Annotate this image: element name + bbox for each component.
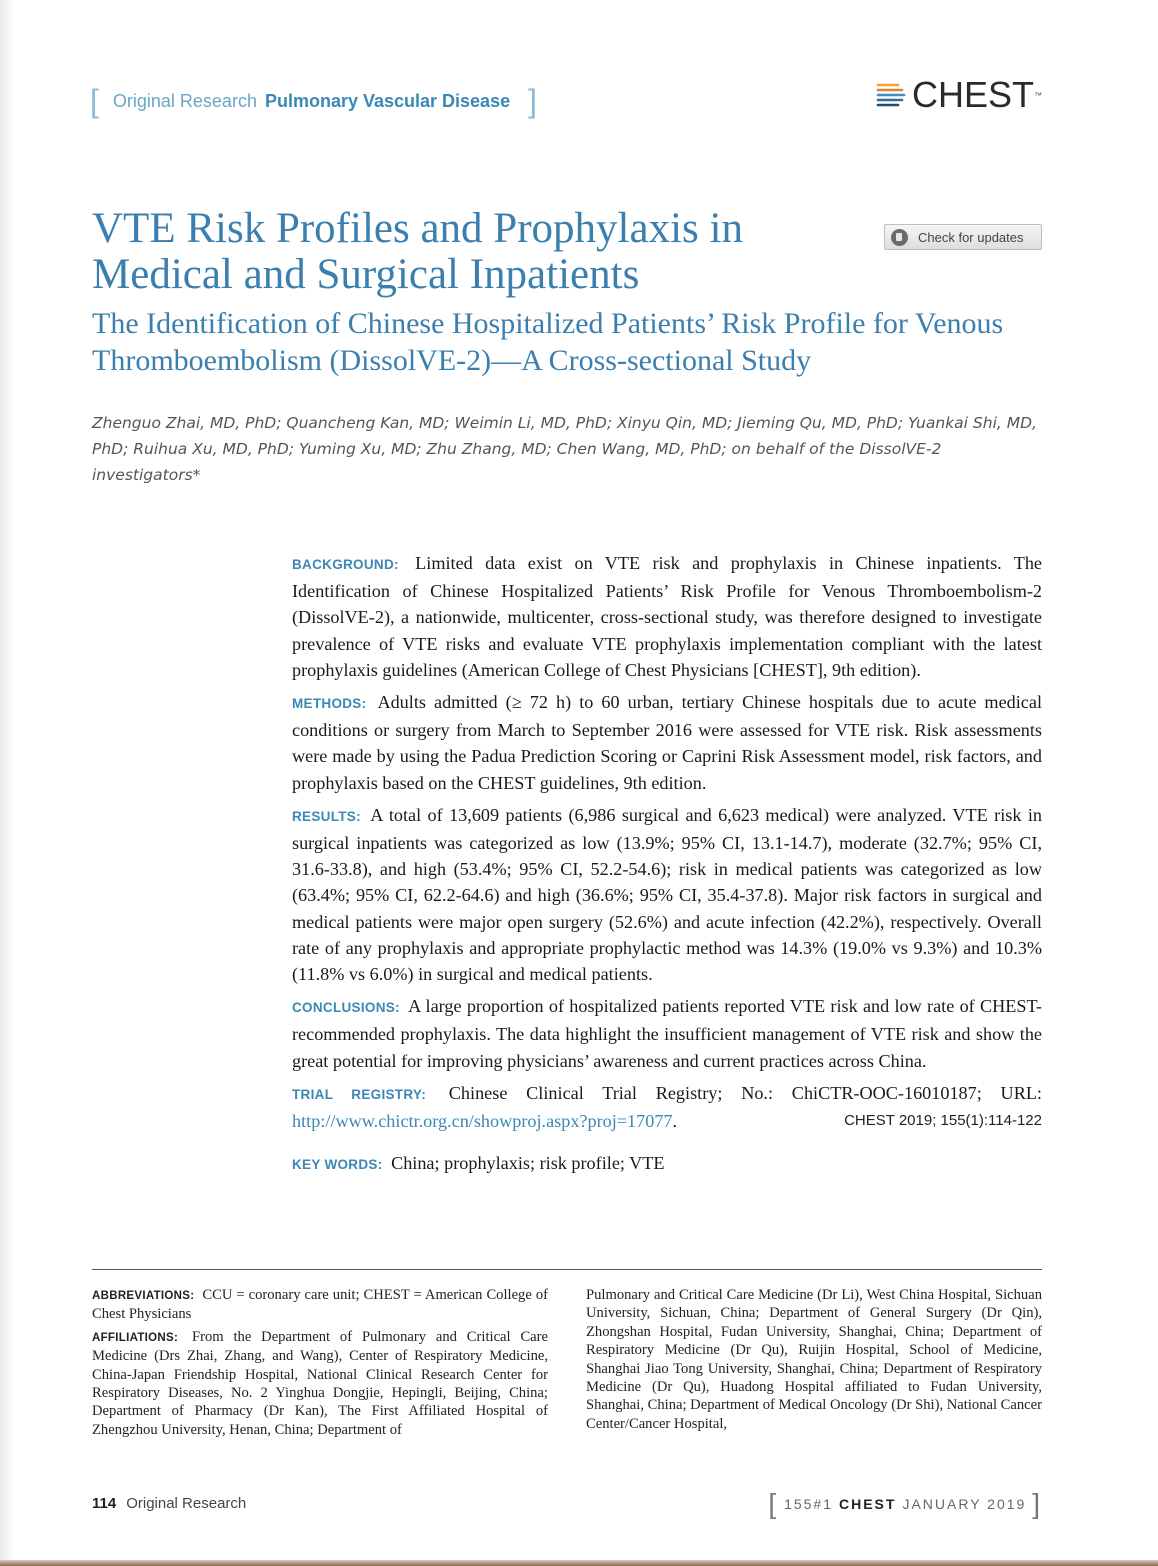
footer-right — [768, 1488, 1042, 1520]
footer-open-bracket: [ — [768, 1488, 779, 1519]
chest-logo-icon — [876, 80, 906, 110]
check-for-updates-button[interactable] — [884, 224, 1042, 250]
close-bracket: ] — [528, 83, 537, 119]
background-label: BACKGROUND: — [292, 557, 399, 572]
affiliations-label: AFFILIATIONS: — [92, 1331, 179, 1344]
page-number: 114 — [92, 1495, 117, 1512]
footnotes-left-column — [92, 1286, 548, 1443]
footer-close-bracket: ] — [1032, 1488, 1042, 1519]
abstract-trial-registry: TRIAL REGISTRY: Chinese Clinical Trial Registry; No.: ChiCTR-OOC-16010187; URL: http://www.chictr.org.cn/showproj.aspx?proj=17077. CHEST 2019; 155(1):114-122 — [292, 1080, 1042, 1134]
journal-logo-text: CHEST — [912, 74, 1035, 115]
conclusions-text: A large proportion of hospitalized patients reported VTE risk and low rate of CHEST-recommended prophylaxis. The data highlight the insufficient management of VTE risk and show the great potential for improving physicians’ awareness and current practices across China. — [292, 996, 1042, 1071]
key-words-text: China; prophylaxis; risk profile; VTE — [391, 1153, 665, 1174]
section-subcategory[interactable]: Pulmonary Vascular Disease — [264, 91, 511, 111]
affiliations-text: From the Department of Pulmonary and Critical Care Medicine (Drs Zhai, Zhang, and Wang), Center of Respiratory Medicine, China-Japan Friendship Hospital, National Clinical Research Center for Respiratory Diseases, No. 2 Yinghua Dongjie, Hepingli, Beijing, China; Department of Pharmacy (Dr Kan), The First Affiliated Hospital of Zhengzhou University, Henan, China; Department of — [92, 1328, 548, 1438]
abstract-key-words — [292, 1150, 1042, 1178]
footnote-divider — [92, 1269, 1042, 1270]
trial-registry-label: TRIAL REGISTRY: — [292, 1086, 426, 1102]
footer-section: Original Research — [126, 1495, 247, 1512]
affiliations — [92, 1328, 548, 1439]
section-tag — [90, 83, 537, 120]
abstract-results — [292, 802, 1042, 987]
footnotes — [92, 1286, 1042, 1443]
page-bottom-edge — [0, 1560, 1158, 1566]
abstract-conclusions — [292, 993, 1042, 1074]
abstract — [292, 550, 1042, 1184]
affiliations-continued: Pulmonary and Critical Care Medicine (Dr Li), West China Hospital, Sichuan University, Sichuan, China; Department of General Surgery (Dr Qin), Zhongshan Hospital, Fudan University, Shanghai, China; Department of Respiratory Medicine (Dr Qu), Ruijin Hospital, School of Medicine, Shanghai Jiao Tong University, Shanghai, China; Department of Respiratory Medicine (Dr Qu), Huadong Hospital affiliated to Fudan University, Shanghai, China; Department of Medical Oncology (Dr Shi), National Cancer Center/Cancer Hospital, — [586, 1287, 1042, 1432]
section-category: Original Research — [112, 91, 257, 111]
results-text: A total of 13,609 patients (6,986 surgical and 6,623 medical) were analyzed. VTE risk in surgical inpatients was categorized as low (13.9%; 95% CI, 13.1-14.7), moderate (32.7%; 95% CI, 31.6-33.8), and high (53.4%; 95% CI, 52.2-54.6); risk in medical patients was categorized as low (63.4%; 95% CI, 62.2-64.6) and high (36.6%; 95% CI, 35.4-37.8). Major risk factors in surgical and medical patients were major open surgery (52.6%) and acute infection (42.2%), respectively. Overall rate of any prophylaxis and appropriate prophylactic method was 14.3% (19.0% vs 9.3%) and 10.3% (11.8% vs 6.0%) in surgical and medical patients. — [292, 804, 1042, 985]
abstract-background — [292, 550, 1042, 683]
footer-issue: 155#1 — [784, 1496, 833, 1512]
results-label: RESULTS: — [292, 808, 361, 824]
footer-left — [92, 1495, 246, 1512]
footnotes-right-column — [586, 1286, 1042, 1443]
conclusions-label: CONCLUSIONS: — [292, 1000, 400, 1016]
footer-journal[interactable]: CHEST — [839, 1496, 897, 1512]
article-subtitle: The Identification of Chinese Hospitalized Patients’ Risk Profile for Venous Thromboembolism (DissolVE-2)—A Cross-sectional Study — [92, 307, 1004, 377]
check-for-updates-label: Check for updates — [918, 229, 1024, 245]
trademark: ™ — [1034, 90, 1043, 100]
methods-label: METHODS: — [292, 696, 367, 712]
abbreviations — [92, 1286, 548, 1324]
trial-registry-text: Chinese Clinical Trial Registry; No.: ChiCTR-OOC-16010187; URL: — [448, 1082, 1042, 1103]
background-text: Limited data exist on VTE risk and prophylaxis in Chinese inpatients. The Identification of Chinese Hospitalized Patients’ Risk Profile for Venous Thromboembolism-2 (DissolVE-2), a nationwide, multicenter, cross-sectional study, was therefore designed to investigate prevalence of VTE risks and evaluate VTE prophylaxis implementation compliant with the latest prophylaxis guidelines (American College of Chest Physicians [CHEST], 9th edition). — [292, 553, 1043, 680]
abbreviations-label: ABBREVIATIONS: — [92, 1290, 195, 1302]
key-words-label: KEY WORDS: — [292, 1157, 383, 1173]
article-title: VTE Risk Profiles and Prophylaxis in Medical and Surgical Inpatients — [92, 205, 743, 298]
crossmark-icon — [891, 229, 908, 246]
author-list: Zhenguo Zhai, MD, PhD; Quancheng Kan, MD; Weimin Li, MD, PhD; Xinyu Qin, MD; Jieming Qu, MD, PhD; Yuankai Shi, MD, PhD; Ruihua Xu, MD, PhD; Yuming Xu, MD; Zhu Zhang, MD; Chen Wang, MD, PhD; on behalf of the DissolVE-2 investigators* — [92, 414, 1037, 484]
abstract-methods — [292, 689, 1042, 796]
citation: CHEST 2019; 155(1):114-122 — [844, 1112, 1042, 1130]
page-shadow — [0, 0, 14, 1566]
open-bracket: [ — [90, 83, 99, 119]
trial-registry-link[interactable]: http://www.chictr.org.cn/showproj.aspx?proj=17077 — [292, 1111, 673, 1132]
abbreviations-text: CCU = coronary care unit; CHEST = American College of Chest Physicians — [92, 1287, 548, 1323]
journal-logo[interactable] — [876, 74, 1042, 116]
footer-date: JANUARY 2019 — [902, 1496, 1027, 1512]
methods-text: Adults admitted (≥ 72 h) to 60 urban, tertiary Chinese hospitals due to acute medical conditions or surgery from March to September 2016 were assessed for VTE risk. Risk assessments were made by using the Padua Prediction Scoring or Caprini Risk Assessment model, risk factors, and prophylaxis based on the CHEST guidelines, 9th edition. — [292, 692, 1043, 793]
